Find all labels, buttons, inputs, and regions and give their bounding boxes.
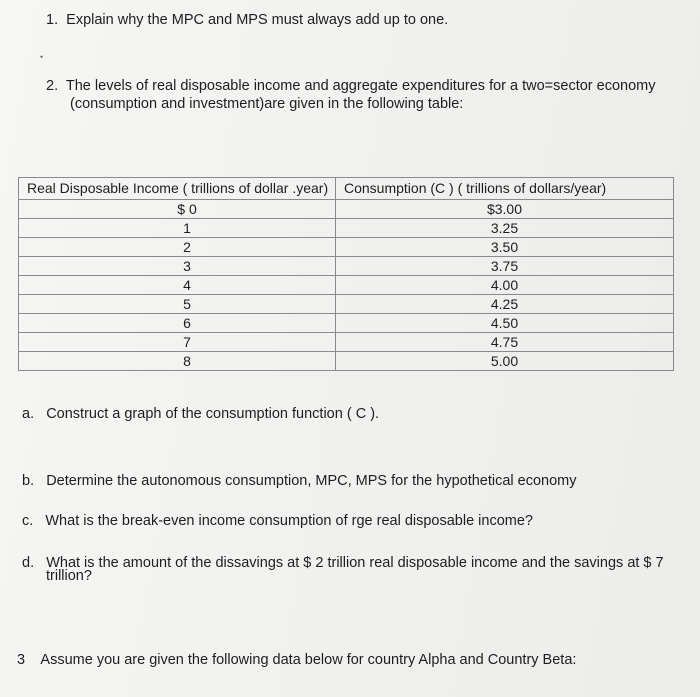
- income-column-header: Real Disposable Income ( trillions of dollar .year): [19, 178, 336, 200]
- income-cell: 7: [183, 334, 191, 350]
- question-1-number: 1.: [46, 12, 59, 28]
- consumption-cell: 4.00: [490, 277, 519, 293]
- consumption-cell: $3.00: [486, 201, 523, 217]
- consumption-cell: 4.50: [490, 315, 519, 331]
- question-3-number: 3: [17, 652, 26, 668]
- question-2-number: 2.: [46, 78, 59, 94]
- consumption-cell: 3.50: [490, 239, 519, 255]
- part-c-text: What is the break-even income consumption of rge real disposable income?: [45, 513, 533, 529]
- part-a-text: Construct a graph of the consumption function ( C ).: [46, 406, 380, 422]
- consumption-cell: 3.75: [490, 258, 519, 274]
- table-row: [19, 352, 674, 371]
- income-cell: 6: [183, 315, 191, 331]
- table-row: [19, 276, 674, 295]
- part-d-line-1: What is the amount of the dissavings at $ 2 trillion real disposable income and the savings at $ 7: [46, 555, 664, 571]
- table-row: [19, 295, 674, 314]
- table-row: [19, 219, 674, 238]
- income-cell: 8: [183, 353, 191, 369]
- consumption-cell: 4.25: [490, 296, 519, 312]
- part-d-line-2: trillion?: [46, 568, 92, 584]
- income-cell: 3: [183, 258, 191, 274]
- income-cell: 4: [183, 277, 191, 293]
- table-row: [19, 200, 674, 219]
- question-2: [46, 77, 656, 95]
- part-b: [22, 472, 577, 490]
- question-1: [46, 11, 448, 29]
- part-b-label: b.: [22, 473, 35, 489]
- part-d-label: d.: [22, 555, 35, 571]
- income-consumption-table: [18, 177, 674, 371]
- income-cell: 1: [183, 220, 191, 236]
- part-d: [22, 554, 664, 572]
- question-1-text: Explain why the MPC and MPS must always add up to one.: [66, 12, 449, 28]
- table-row: [19, 314, 674, 333]
- income-cell: 2: [183, 239, 191, 255]
- part-a: [22, 405, 379, 423]
- table-row: [19, 238, 674, 257]
- table-row: [19, 333, 674, 352]
- part-b-text: Determine the autonomous consumption, MPC, MPS for the hypothetical economy: [46, 473, 577, 489]
- table-header-row: [19, 178, 674, 200]
- part-a-label: a.: [22, 406, 35, 422]
- part-c: [22, 512, 533, 530]
- stray-mark: •: [40, 52, 44, 62]
- part-c-label: c.: [22, 513, 34, 529]
- question-3: [17, 651, 576, 669]
- income-cell: $ 0: [177, 201, 197, 217]
- question-2-line-2: (consumption and investment)are given in the following table:: [70, 96, 464, 112]
- consumption-cell: 3.25: [490, 220, 519, 236]
- consumption-cell: 5.00: [490, 353, 519, 369]
- consumption-cell: 4.75: [490, 334, 519, 350]
- consumption-column-header: Consumption (C ) ( trillions of dollars/year): [336, 178, 674, 200]
- question-3-text: Assume you are given the following data below for country Alpha and Country Beta:: [40, 652, 577, 668]
- income-cell: 5: [183, 296, 191, 312]
- question-2-line-1: The levels of real disposable income and aggregate expenditures for a two=sector economy: [65, 78, 656, 94]
- table-row: [19, 257, 674, 276]
